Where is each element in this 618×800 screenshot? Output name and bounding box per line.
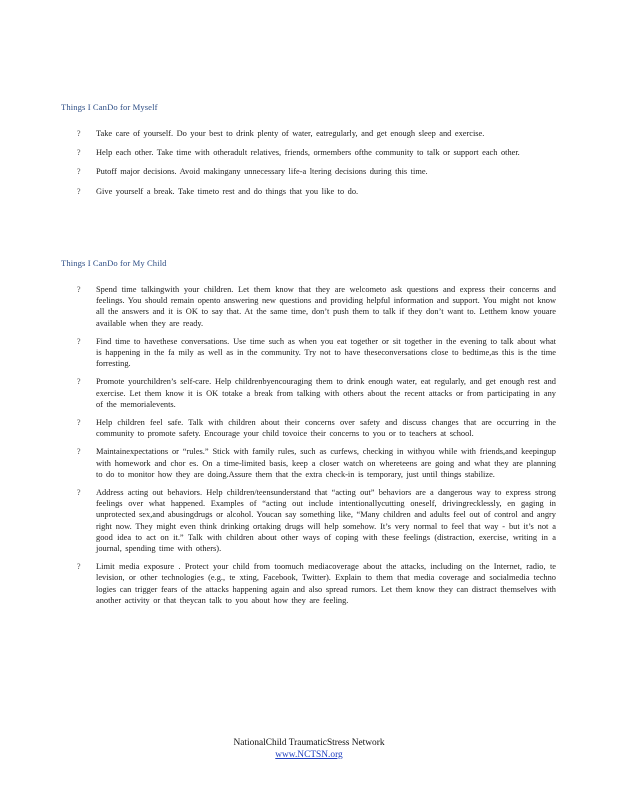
bullet-glyph: ? — [77, 129, 81, 138]
list-item-text: Take care of yourself. Do your best to drink plenty of water, eatregularly, and get enough sleep and exercise. — [96, 129, 485, 138]
list-item-text: Promote yourchildren’s self-care. Help childrenbyencouraging them to drink enough water, eat regularly, and get enough rest and exercise. Let them know it is OK totake a break from talking with others about the recent attacks or from participating in any of the memorialevents. — [96, 377, 556, 409]
list-item — [0, 561, 618, 606]
bullet-glyph: ? — [77, 562, 81, 572]
list-item — [0, 376, 618, 410]
list-item — [0, 487, 618, 554]
list-item — [0, 446, 618, 480]
list-item — [0, 336, 618, 370]
list-item-text: Limit media exposure . Protect your child from toomuch mediacoverage about the attacks, including on the Internet, radio, te levision, or other technologies (e.g., te xting, Facebook, Twitter). Explain to them that media coverage and socialmedia techno logies can trigger fears of the attacks happening again and also spread rumors. Let them know they can distract themselves with another activity or that theycan talk to you about how they are feeling. — [96, 562, 556, 605]
list-item-text: Maintainexpectations or “rules.” Stick with family rules, such as curfews, checking in withyou while with friends,and keepingup with homework and chor es. On a time-limited basis, keep a closer watch on whereteens are going and what they are planning to do to monitor how they are doing.Assure them that the extra check-in is temporary, just until things stabilize. — [96, 447, 556, 479]
list-item — [0, 166, 618, 177]
bullet-glyph: ? — [77, 336, 81, 346]
bullet-glyph: ? — [77, 148, 81, 158]
list-item-text: Address acting out behaviors. Help children/teensunderstand that “acting out” behaviors are a dangerous way to express strong feelings over what happened. Examples of “acting out include intentionallycutting oneself, drivingrecklessly, en gaging in unprotected sex,and abusingdrugs or alcohol. Youcan say something like, “Many children and adults feel out of control and angry right now. They might even think drinking ortaking drugs will help somehow. It’s very normal to feel that way - but it’s not a good idea to act on it.” Talk with children about other ways of coping with these feelings (distraction, exercise, writing in a journal, spending time with others). — [96, 488, 556, 554]
list-item-text: Help each other. Take time with otheradult relatives, friends, ormembers ofthe community to talk or support each other. — [96, 148, 520, 158]
list-item — [0, 284, 618, 329]
list-item-text: Find time to havethese conversations. Use time such as when you eat together or sit together in the evening to talk about what is happening in the fa mily as well as in the community. Try not to have theseconversations close to bedtime,as this is the time forresting. — [96, 336, 556, 369]
bullet-glyph: ? — [77, 285, 81, 294]
list-item-text: Help children feel safe. Talk with children about their concerns over safety and discuss changes that are occurring in the community to promote safety. Encourage your child tovoice their concerns to you or to teachers at school. — [96, 418, 556, 439]
section-heading-myself: Things I CanDo for Myself — [61, 102, 158, 112]
bullet-glyph: ? — [77, 418, 81, 428]
bullet-glyph: ? — [77, 186, 81, 196]
list-item — [0, 417, 618, 439]
list-item — [0, 128, 618, 139]
bullet-glyph: ? — [77, 167, 81, 177]
bullet-glyph: ? — [77, 447, 81, 457]
list-item — [0, 186, 618, 197]
list-item-text: Putoff major decisions. Avoid makingany unnecessary life-a ltering decisions during this time. — [96, 167, 428, 177]
bullet-glyph: ? — [77, 488, 81, 498]
footer-organization: NationalChild TraumaticStress Network — [233, 738, 385, 748]
self-care-list — [0, 128, 618, 205]
bullet-glyph: ? — [77, 377, 81, 387]
list-item-text: Give yourself a break. Take timeto rest and do things that you like to do. — [96, 186, 359, 196]
list-item-text: Spend time talkingwith your children. Let them know that they are welcometo ask questions and express their concerns and feelings. You should remain opento answering new questions and providing helpful information and support. You might not know all the answers and it is OK to say that. At the same time, don’t push them to talk if they don’t want to. Letthem know youare available when they are ready. — [96, 285, 556, 328]
list-item — [0, 147, 618, 158]
child-support-list — [0, 284, 618, 613]
footer-website-link[interactable]: www.NCTSN.org — [275, 750, 343, 760]
section-heading-my-child: Things I CanDo for My Child — [61, 258, 167, 268]
